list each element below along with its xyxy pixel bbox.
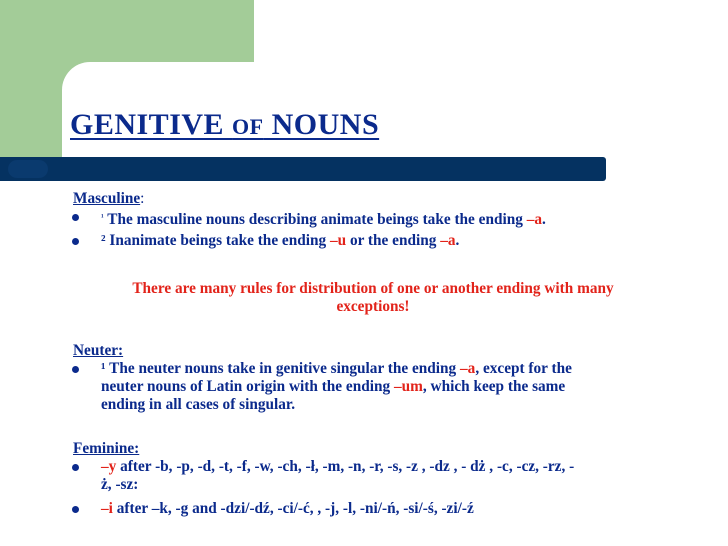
ending-um: –um (393, 378, 423, 395)
masculine-bullet-1-text: The masculine nouns describing animate beings take the ending (103, 211, 527, 228)
feminine-text: after -b, -p, -d, -t, -f, -w, -ch, -ł, -m, -n, -r, -s, -z , -dz , - dż , -c, -cz, -rz, - (116, 458, 575, 475)
slide-title (70, 108, 379, 142)
title-part-nouns: NOUNS (263, 108, 380, 141)
neuter-bullet-1-line-2 (101, 378, 565, 396)
bullet-dot-icon (72, 506, 79, 513)
masculine-bullet-2-mid: or the ending (346, 232, 441, 249)
ending-a: –a (440, 232, 456, 249)
masculine-heading-text: Masculine (73, 190, 141, 207)
masculine-heading (73, 190, 144, 208)
note-line-2: exceptions! (336, 298, 410, 315)
neuter-bullet-1-line-1 (101, 360, 572, 378)
ending-a: –a (526, 211, 542, 228)
superscript-one: ¹ (101, 212, 104, 222)
feminine-bullet-1-line-1 (101, 458, 574, 476)
neuter-text: , except for the (475, 360, 572, 377)
feminine-bullet-1-line-2: ż, -sz: (101, 476, 139, 493)
feminine-heading: Feminine: (73, 440, 140, 457)
neuter-heading: Neuter: (73, 342, 124, 359)
ending-u: –u (329, 232, 347, 249)
bullet-dot-icon (72, 238, 79, 245)
bullet-dot-icon (72, 366, 79, 373)
bullet-dot-icon (72, 214, 79, 221)
period: . (542, 211, 546, 228)
neuter-text: ¹ The neuter nouns take in genitive singular the ending (101, 360, 461, 377)
title-part-of: OF (232, 114, 264, 139)
feminine-text: after –k, -g and -dzi/-dź, -ci/-ć, , -j, -l, -ni/-ń, -si/-ś, -zi/-ź (112, 500, 474, 517)
masculine-bullet-2-text: ² Inanimate beings take the ending (101, 232, 330, 249)
ending-y: –y (101, 458, 117, 475)
note-line-1: There are many rules for distribution of one or another ending with many (132, 280, 614, 297)
ending-a: –a (460, 360, 476, 377)
masculine-bullet-2 (101, 232, 459, 250)
divider-bar-highlight (8, 160, 48, 178)
bullet-dot-icon (72, 464, 79, 471)
masculine-bullet-1 (101, 208, 546, 229)
neuter-text: neuter nouns of Latin origin with the ending (101, 378, 394, 395)
title-part-genitive: GENITIVE (70, 108, 233, 141)
title-divider-bar (0, 157, 606, 181)
ending-i: –i (101, 500, 113, 517)
neuter-bullet-1-line-3: ending in all cases of singular. (101, 396, 296, 413)
masculine-heading-colon: : (140, 190, 145, 207)
neuter-text: , which keep the same (422, 378, 566, 395)
period: . (455, 232, 460, 249)
feminine-bullet-2 (101, 500, 474, 518)
